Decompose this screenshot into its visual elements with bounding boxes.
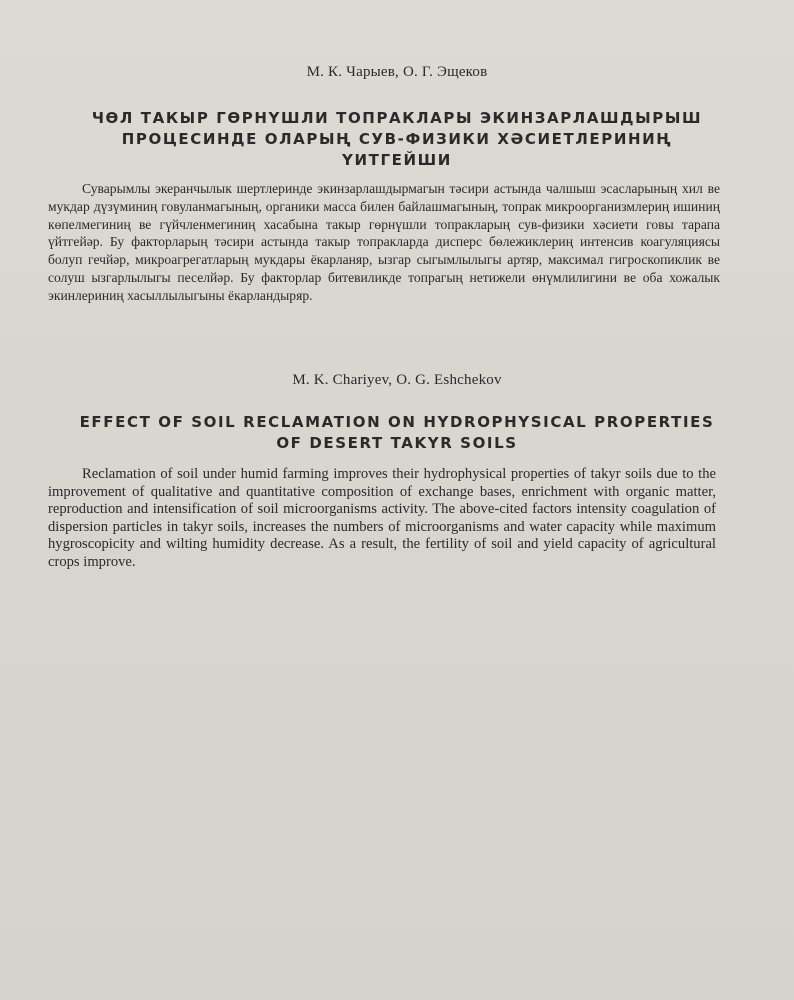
turkmen-title-line-3: ҮИТГЕЙШИ (342, 151, 452, 169)
english-abstract: Reclamation of soil under humid farming improves their hydrophysical properties of takyr soils due to the improvement of qualitative and quantitative composition of exchange bases, enrichment with organic matter, reproduction and intensification of soil microorganisms activity. The above-cited factors intensity coagulation of dispersion particles in takyr soils, increases the numbers of microorganisms and water capacity while maximum hygroscopicity and wilting humidity decrease. As a result, the fertility of soil and yield capacity of agricultural crops improve. (48, 466, 716, 570)
turkmen-title (0, 108, 794, 171)
turkmen-authors: М. К. Чарыев, О. Г. Эщеков (306, 64, 488, 80)
english-title-line-1: EFFECT OF SOIL RECLAMATION ON HYDROPHYSICAL PROPERTIES (79, 413, 715, 431)
english-authors: M. K. Chariyev, O. G. Eshchekov (292, 372, 502, 388)
turkmen-title-line-2: ПРОЦЕСИНДЕ ОЛАРЫҢ СУВ-ФИЗИКИ ХӘСИЕТЛЕРИНИҢ (121, 130, 673, 148)
turkmen-title-line-1: ЧӨЛ ТАКЫР ГӨРНҮШЛИ ТОПРАКЛАРЫ ЭКИНЗАРЛАШДЫРЫШ (91, 109, 703, 127)
english-title (0, 412, 794, 454)
english-title-line-2: OF DESERT TAKYR SOILS (276, 434, 518, 452)
turkmen-abstract: Суварымлы экеранчылык шертлеринде экинзарлашдырмагын тәсири астында чалшыш эсасларының хил ве мукдар дүзүминиң говуланмагының, органики масса билен байлашмагының, топрак микроорганизмлериң ишиниң көпелмегиниң ве гүйчленмегиниң хасабына такыр гөрнүшли топракларың сув-физики хәсиети говы тарапа үйтгейәр. Бу факторларың тәсири астында такыр топракларда дисперс бөлежиклериң интенсив коагуляциясы болуп гечйәр, микроагрегатларың мукдары ёкарланяр, ызгар сыгымлылыгы артяр, максимал гигроскопиклик ве солуш ызгарлылыгы песелйәр. Бу факторлар битевиликде топрагың нетижели өнүмлилигини ве оба хожалык экинлериниң хасыллылыгыны ёкарландыряр. (48, 181, 720, 303)
